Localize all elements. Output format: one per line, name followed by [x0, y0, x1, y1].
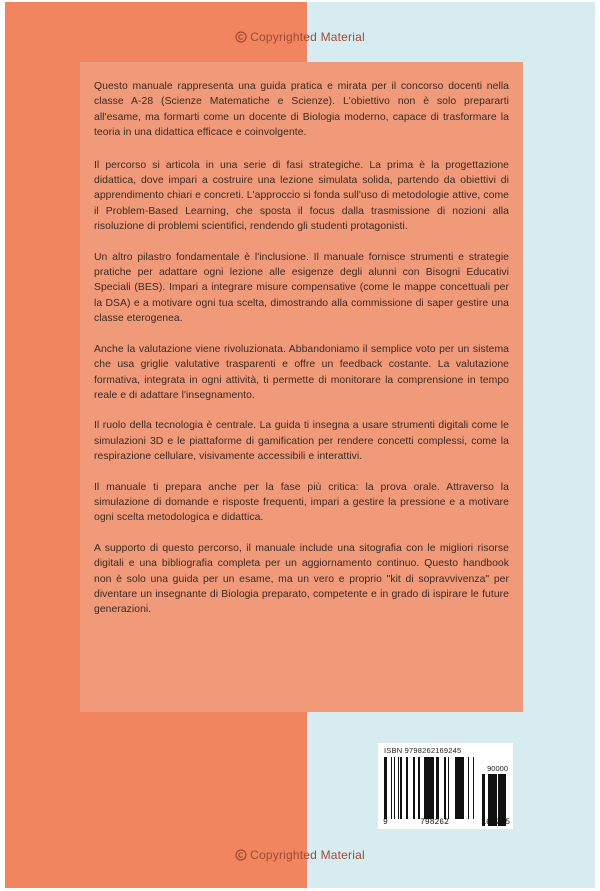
back-cover-text-panel	[80, 62, 523, 712]
watermark-bottom	[5, 848, 595, 862]
watermark-top	[5, 30, 595, 44]
barcode-bar	[430, 757, 432, 819]
barcode-bar	[473, 757, 474, 819]
description-paragraph-4: Anche la valutazione viene rivoluzionata. Abbandoniamo il semplice voto per un sistema che usa griglie valutative trasparenti e offre un feedback costante. La valutazione formativa, integrata in ogni attività, ti permette di monitorare la comprensione in tempo reale e di adattare l'insegnamento.	[94, 343, 509, 401]
isbn-barcode-box	[378, 743, 513, 829]
description-paragraph-5: Il ruolo della tecnologia è centrale. La guida ti insegna a usare strumenti digitali come le simulazioni 3D e le piattaforme di gamification per rendere concetti complessi, come la respirazione cellulare, visivamente accessibili e interattivi.	[94, 420, 509, 463]
barcode-bar	[401, 757, 402, 819]
watermark-text: Copyrighted Material	[250, 848, 365, 862]
barcode-bar	[418, 757, 419, 819]
barcode-bar	[459, 757, 460, 819]
description-paragraph-7: A supporto di questo percorso, il manuale include una sitografia con le migliori risorse digitali e una bibliografia completa per un aggiornamento continuo. Questo handbook non è solo una guida per un esame, ma un vero e proprio "kit di sopravvivenza" per diventare un insegnante di Biologia preparato, competente e in grado di ispirare le future generazioni.	[94, 542, 509, 616]
barcode-bar	[432, 757, 434, 819]
barcode-bar	[391, 757, 392, 819]
barcode-bar	[448, 757, 449, 819]
barcode-digits	[383, 818, 510, 827]
isbn-label: ISBN 9798262169245	[384, 746, 462, 755]
barcode-bar	[419, 757, 420, 819]
barcode-bar	[413, 757, 415, 819]
barcode-bar	[424, 757, 425, 819]
barcode-bar	[425, 757, 427, 819]
watermark-text: Copyrighted Material	[250, 30, 365, 44]
barcode-bar	[384, 757, 387, 819]
description-paragraph-3: Un altro pilastro fondamentale è l'inclusione. Il manuale fornisce strumenti e strategie pratiche per adattare ogni lezione alle esigenze degli alunni con Bisogni Educativi Speciali (BES). Impari a integrare misure compensative (come le mappe concettuali per la DSA) e a motivare ogni tua scelta, dimostrando alla commissione di saper gestire una classe eterogenea.	[94, 251, 509, 325]
barcode-bar	[427, 757, 430, 819]
copyright-icon	[235, 849, 247, 861]
barcode-bar	[461, 757, 462, 819]
barcode-bar	[445, 757, 446, 819]
description-paragraph-2: Il percorso si articola in una serie di fasi strategiche. La prima è la progettazione didattica, dove impari a costruire una lezione simulata solida, partendo da obiettivi di apprendimento chiari e concreti. L'approccio si fonda sull'uso di metodologie attive, come il Problem-Based Learning, che sposta il focus dalla trasmissione di nozioni alla risoluzione di problemi scientifici, rendendo gli studenti protagonisti.	[94, 159, 509, 233]
book-back-cover	[5, 2, 595, 888]
barcode-bar	[436, 757, 438, 819]
barcode-bar	[455, 757, 457, 819]
barcode-bar	[457, 757, 459, 819]
description-paragraph-1: Questo manuale rappresenta una guida pratica e mirata per il concorso docenti nella classe A-28 (Scienze Matematiche e Scienze). L'obiettivo non è solo prepararti all'esame, ma formarti come un docente di Biologia moderno, capace di trasformare la teoria in una didattica efficace e coinvolgente.	[94, 81, 509, 139]
barcode-bar	[462, 757, 464, 819]
barcode-bar	[400, 757, 401, 819]
barcode-bar	[394, 757, 395, 819]
description-paragraph-6: Il manuale ti prepara anche per la fase più critica: la prova orale. Attraverso la simulazione di domande e risposte frequenti, impari a gestire la pressione e a motivare ogni scelta metodologica e didattica.	[94, 481, 509, 524]
barcode-bar	[438, 757, 439, 819]
copyright-icon	[235, 31, 247, 43]
barcode-bars	[384, 757, 480, 819]
barcode-bar	[398, 757, 399, 819]
barcode-bar	[444, 757, 445, 819]
barcode-bar	[468, 757, 469, 819]
price-code: 90000	[487, 764, 508, 773]
barcode-digit-lead: 9	[383, 818, 388, 827]
barcode-bar	[460, 757, 461, 819]
barcode-digit-group-2: 169245	[481, 818, 510, 827]
barcode-bar	[406, 757, 408, 819]
barcode-digit-group-1: 798262	[420, 818, 449, 827]
